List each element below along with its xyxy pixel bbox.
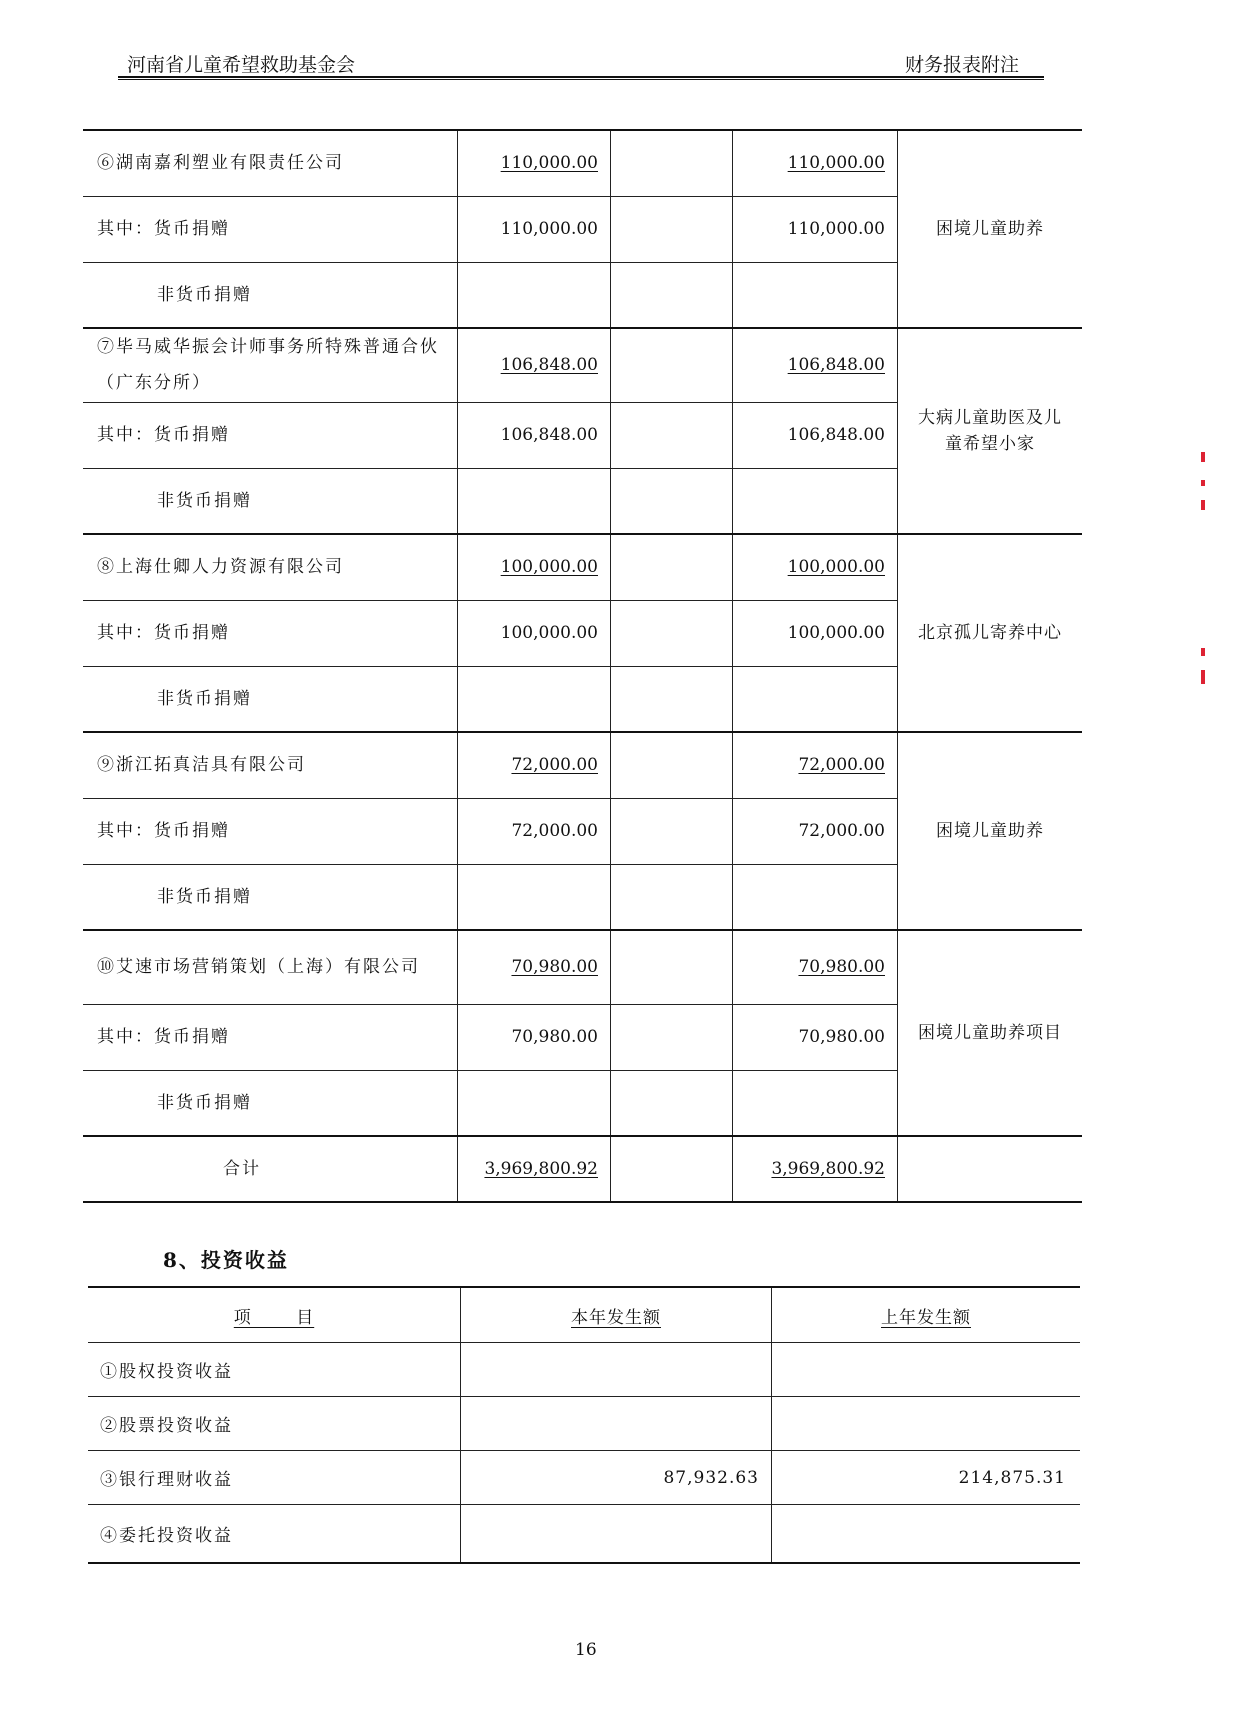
column-header-item: 项 目: [233, 1307, 315, 1328]
empty-cell: [458, 1070, 611, 1136]
donation-purpose: 困境儿童助养: [898, 130, 1083, 328]
empty-cell: [611, 864, 733, 930]
table-row: [83, 130, 1082, 196]
previous-value: 214,875.31: [772, 1451, 1081, 1505]
empty-cell: [611, 130, 733, 196]
empty-cell: [898, 1136, 1083, 1202]
previous-value: [772, 1397, 1081, 1451]
cash-previous: 110,000.00: [733, 196, 898, 262]
item-label: ③银行理财收益: [88, 1451, 461, 1505]
table-row: [83, 930, 1082, 1004]
table-row: [83, 328, 1082, 402]
empty-cell: [611, 666, 733, 732]
donor-name: ⑥湖南嘉利塑业有限责任公司: [83, 130, 458, 196]
investment-income-table: [88, 1286, 1080, 1564]
cash-current: 106,848.00: [458, 402, 611, 468]
donor-name: ⑦毕马威华振会计师事务所特殊普通合伙（广东分所）: [83, 328, 458, 402]
total-current: 3,969,800.92: [484, 1159, 598, 1179]
noncash-donation-label: 非货币捐赠: [157, 688, 252, 709]
item-label: ②股票投资收益: [88, 1397, 461, 1451]
donation-table: [83, 129, 1082, 1203]
empty-cell: [611, 196, 733, 262]
empty-cell: [611, 930, 733, 1004]
total-previous: 3,969,800.92: [771, 1159, 885, 1179]
seal-edge-mark: [1201, 452, 1205, 510]
table-header-row: [88, 1287, 1080, 1343]
previous-amount: 100,000.00: [787, 557, 885, 578]
empty-cell: [611, 1004, 733, 1070]
noncash-donation-label: 非货币捐赠: [157, 284, 252, 305]
donor-name: ⑨浙江拓真洁具有限公司: [83, 732, 458, 798]
empty-cell: [733, 666, 898, 732]
header-rule-thin: [118, 79, 1044, 80]
previous-value: [772, 1343, 1081, 1397]
empty-cell: [733, 864, 898, 930]
table-row: [88, 1451, 1080, 1505]
column-header-current: 本年发生额: [571, 1307, 661, 1328]
total-label: 合计: [223, 1159, 261, 1179]
empty-cell: [611, 1070, 733, 1136]
cash-current: 70,980.00: [458, 1004, 611, 1070]
empty-cell: [733, 1070, 898, 1136]
current-value: 87,932.63: [461, 1451, 772, 1505]
table-row: [88, 1343, 1080, 1397]
current-amount: 106,848.00: [500, 355, 598, 376]
previous-amount: 110,000.00: [787, 153, 885, 174]
table-row: [83, 732, 1082, 798]
empty-cell: [611, 732, 733, 798]
donation-purpose: 北京孤儿寄养中心: [898, 534, 1083, 732]
cash-current: 100,000.00: [458, 600, 611, 666]
empty-cell: [611, 402, 733, 468]
table-row: [88, 1397, 1080, 1451]
empty-cell: [458, 864, 611, 930]
donation-purpose: 困境儿童助养项目: [898, 930, 1083, 1136]
total-row: [83, 1136, 1082, 1202]
current-amount: 70,980.00: [511, 957, 598, 978]
empty-cell: [733, 468, 898, 534]
cash-previous: 100,000.00: [733, 600, 898, 666]
donation-purpose: 大病儿童助医及儿童希望小家: [898, 328, 1083, 534]
previous-amount: 70,980.00: [798, 957, 885, 978]
current-amount: 72,000.00: [511, 755, 598, 776]
previous-amount: 72,000.00: [798, 755, 885, 776]
noncash-donation-label: 非货币捐赠: [157, 490, 252, 511]
cash-donation-label: 其中：货币捐赠: [83, 600, 458, 666]
empty-cell: [733, 262, 898, 328]
empty-cell: [611, 468, 733, 534]
cash-donation-label: 其中：货币捐赠: [83, 196, 458, 262]
empty-cell: [611, 328, 733, 402]
cash-previous: 72,000.00: [733, 798, 898, 864]
cash-donation-label: 其中：货币捐赠: [83, 1004, 458, 1070]
empty-cell: [611, 600, 733, 666]
empty-cell: [611, 1136, 733, 1202]
donation-purpose: 困境儿童助养: [898, 732, 1083, 930]
empty-cell: [611, 534, 733, 600]
seal-edge-mark: [1201, 648, 1205, 684]
previous-amount: 106,848.00: [787, 355, 885, 376]
donor-name: ⑩艾速市场营销策划（上海）有限公司: [83, 930, 458, 1004]
cash-donation-label: 其中：货币捐赠: [83, 402, 458, 468]
current-value: [461, 1397, 772, 1451]
cash-current: 72,000.00: [458, 798, 611, 864]
current-amount: 110,000.00: [500, 153, 598, 174]
empty-cell: [458, 468, 611, 534]
item-label: ①股权投资收益: [88, 1343, 461, 1397]
cash-donation-label: 其中：货币捐赠: [83, 798, 458, 864]
page-header-doc-title: 财务报表附注: [905, 54, 1020, 76]
empty-cell: [458, 262, 611, 328]
empty-cell: [611, 262, 733, 328]
page-number: 16: [575, 1640, 597, 1660]
cash-previous: 106,848.00: [733, 402, 898, 468]
item-label: ④委托投资收益: [88, 1505, 461, 1564]
table-row: [83, 534, 1082, 600]
current-value: [461, 1343, 772, 1397]
cash-previous: 70,980.00: [733, 1004, 898, 1070]
table-row: [88, 1505, 1080, 1564]
page-header-org: 河南省儿童希望救助基金会: [127, 54, 356, 76]
noncash-donation-label: 非货币捐赠: [157, 886, 252, 907]
previous-value: [772, 1505, 1081, 1564]
cash-current: 110,000.00: [458, 196, 611, 262]
column-header-previous: 上年发生额: [881, 1307, 971, 1328]
empty-cell: [611, 798, 733, 864]
empty-cell: [458, 666, 611, 732]
section-title: 8、投资收益: [163, 1248, 289, 1272]
noncash-donation-label: 非货币捐赠: [157, 1092, 252, 1113]
current-amount: 100,000.00: [500, 557, 598, 578]
current-value: [461, 1505, 772, 1564]
header-rule: [118, 76, 1044, 78]
donor-name: ⑧上海仕卿人力资源有限公司: [83, 534, 458, 600]
